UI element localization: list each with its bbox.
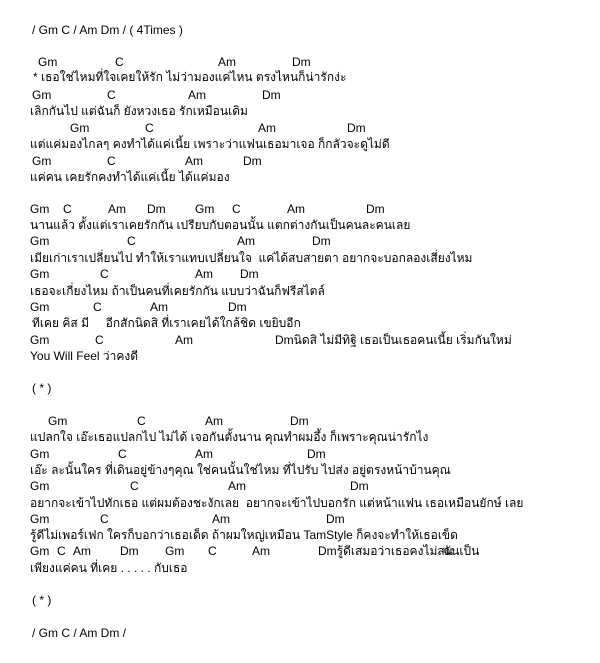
chord: Am bbox=[228, 479, 246, 493]
chord: Gm bbox=[32, 154, 52, 168]
chord: C bbox=[145, 121, 154, 135]
chord: Gm bbox=[30, 333, 50, 347]
chord: Am bbox=[188, 88, 206, 102]
chorus-marker: ( * ) bbox=[32, 381, 52, 395]
chord: C bbox=[208, 544, 217, 558]
chord: Am bbox=[108, 202, 126, 216]
chord: C bbox=[95, 333, 104, 347]
lyric-line: นานแล้ว ตั้งแต่เราเคยรักกัน เปรียบกับตอนนั้น แตกต่างกันเป็นคนละคนเลย bbox=[30, 218, 411, 232]
lyric-line: * เธอใช่ไหมที่ใจเคยให้รัก ไม่ว่ามองแค่ไหน ตรงไหนก็น่ารักง่ะ bbox=[33, 70, 347, 84]
lyric-line: แปลกใจ เอ๊ะเธอแปลกไป ไม่ได้ เจอกันตั้งนาน คุณทำผมอึ้ง ก็เพราะคุณน่ารักไง bbox=[30, 430, 429, 444]
chord: Am bbox=[195, 267, 213, 281]
chord: Dmนิดสิ ไม่มีทิฐิ เธอเป็นเธอคนเนี้ย เริ่มกันใหม่ bbox=[275, 333, 512, 347]
chord: Am bbox=[73, 544, 91, 558]
chord: Am bbox=[252, 544, 270, 558]
chord: Dm bbox=[147, 202, 166, 216]
lyric-line: You Will Feel ว่าคงดี bbox=[30, 349, 139, 363]
chord: C bbox=[130, 479, 139, 493]
chorus-marker: ( * ) bbox=[32, 593, 52, 607]
chord: Dm bbox=[307, 447, 326, 461]
chord: Am bbox=[195, 447, 213, 461]
chord: Gm bbox=[48, 414, 68, 428]
lyric-line: รู้ดีไม่เพอร์เฟก ใครก็บอกว่าเธอเด็ด ถ้าผมใหญ่เหมือน TamStyle ก็คงจะทำให้เธอเข็ด bbox=[30, 528, 458, 542]
chord: Gm bbox=[165, 544, 185, 558]
chord: Dm bbox=[243, 154, 262, 168]
chord: C bbox=[107, 154, 116, 168]
chord: Am bbox=[258, 121, 276, 135]
chord: Dm bbox=[290, 414, 309, 428]
chord: Dm bbox=[347, 121, 366, 135]
chord: Dm bbox=[350, 479, 369, 493]
chord: Am bbox=[212, 512, 230, 526]
chord: C bbox=[127, 234, 136, 248]
chord: Am bbox=[185, 154, 203, 168]
chord: C bbox=[115, 55, 124, 69]
lyric-line: เลิกกันไป แต่ฉันก็ ยังหวงเธอ รักเหมือนเดิม bbox=[30, 104, 248, 118]
lyric-line: เธอจะเกี่ยงไหม ถ้าเป็นคนที่เคยรักกัน แบบว่าฉันก็ฟรีสไตล์ bbox=[30, 284, 325, 298]
lyric-line: อยากจะเข้าไปทักเธอ แต่ผมต้องชะงักเลย อยากจะเข้าไปบอกรัก แต่หน้าแฟน เธอเหมือนยักษ์ เลย bbox=[30, 496, 524, 510]
chord: Dm bbox=[312, 234, 331, 248]
lyric-line: / Gm C / Am Dm / bbox=[32, 626, 127, 640]
lyric-line: เอ๊ะ ละนั้นใคร ที่เดินอยู่ข้างๆคุณ ใช่คนนั้นใช่ไหม ที่ไปรับ ไปส่ง อยู่ตรงหน้าบ้านคุณ bbox=[30, 463, 451, 477]
chord: C bbox=[107, 88, 116, 102]
chord: Gm bbox=[30, 300, 50, 314]
chord: Dm bbox=[240, 267, 259, 281]
lyric-line: ทีเคย คิส มี อีกสักนิดสิ ที่เราเคยได้ใกล้ชิด เขยิบอีก bbox=[32, 316, 301, 330]
lyric-line: แค่คน เคยรักคงทำได้แค่เนี้ย ได้แค่มอง bbox=[30, 170, 230, 184]
chord: C bbox=[118, 447, 127, 461]
chord: C bbox=[100, 512, 109, 526]
lyric-line: แต่แค่มองไกลๆ คงทำได้แค่เนี้ย เพราะว่าแฟนเธอมาเจอ ก็กลัวจะดูไม่ดี bbox=[30, 137, 390, 151]
chord: Dm bbox=[262, 88, 281, 102]
chord: C bbox=[100, 267, 109, 281]
chord: Am bbox=[237, 234, 255, 248]
chord: C bbox=[63, 202, 72, 216]
chord: Dm bbox=[120, 544, 139, 558]
chord: Am bbox=[175, 333, 193, 347]
chord: Gm bbox=[38, 55, 58, 69]
song-intro-title: / Gm C / Am Dm / ( 4Times ) bbox=[32, 23, 183, 37]
chord: Gm bbox=[30, 479, 50, 493]
chord: Am bbox=[150, 300, 168, 314]
chord: Gm bbox=[30, 447, 50, 461]
chord: Gm bbox=[195, 202, 215, 216]
chord: C bbox=[93, 300, 102, 314]
chord: ฉันเป็น bbox=[443, 544, 480, 558]
chord: Gm bbox=[30, 544, 50, 558]
chord: Dmรู้ดีเสมอว่าเธอคงไม่สน bbox=[318, 544, 453, 558]
chord: Gm bbox=[32, 88, 52, 102]
lyric-line: เพียงแค่คน ที่เคย . . . . . กับเธอ bbox=[30, 561, 188, 575]
chord: Am bbox=[287, 202, 305, 216]
chord: Am bbox=[218, 55, 236, 69]
chord: C bbox=[137, 414, 146, 428]
lyric-line: เมียเก่าเราเปลี่ยนไป ทำให้เราแทบเปลี่ยนใจ แค่ได้สบสายตา อยากจะบอกลองเสี่ยงไหม bbox=[30, 251, 473, 265]
chord: Dm bbox=[366, 202, 385, 216]
chord: C bbox=[232, 202, 241, 216]
chord: Gm bbox=[30, 202, 50, 216]
chord: Gm bbox=[70, 121, 90, 135]
chord: Dm bbox=[228, 300, 247, 314]
chord: Am bbox=[205, 414, 223, 428]
chord: Dm bbox=[292, 55, 311, 69]
chord: Gm bbox=[30, 512, 50, 526]
chord: Gm bbox=[30, 234, 50, 248]
chord: Dm bbox=[326, 512, 345, 526]
chord: C bbox=[57, 544, 66, 558]
chord: Gm bbox=[30, 267, 50, 281]
